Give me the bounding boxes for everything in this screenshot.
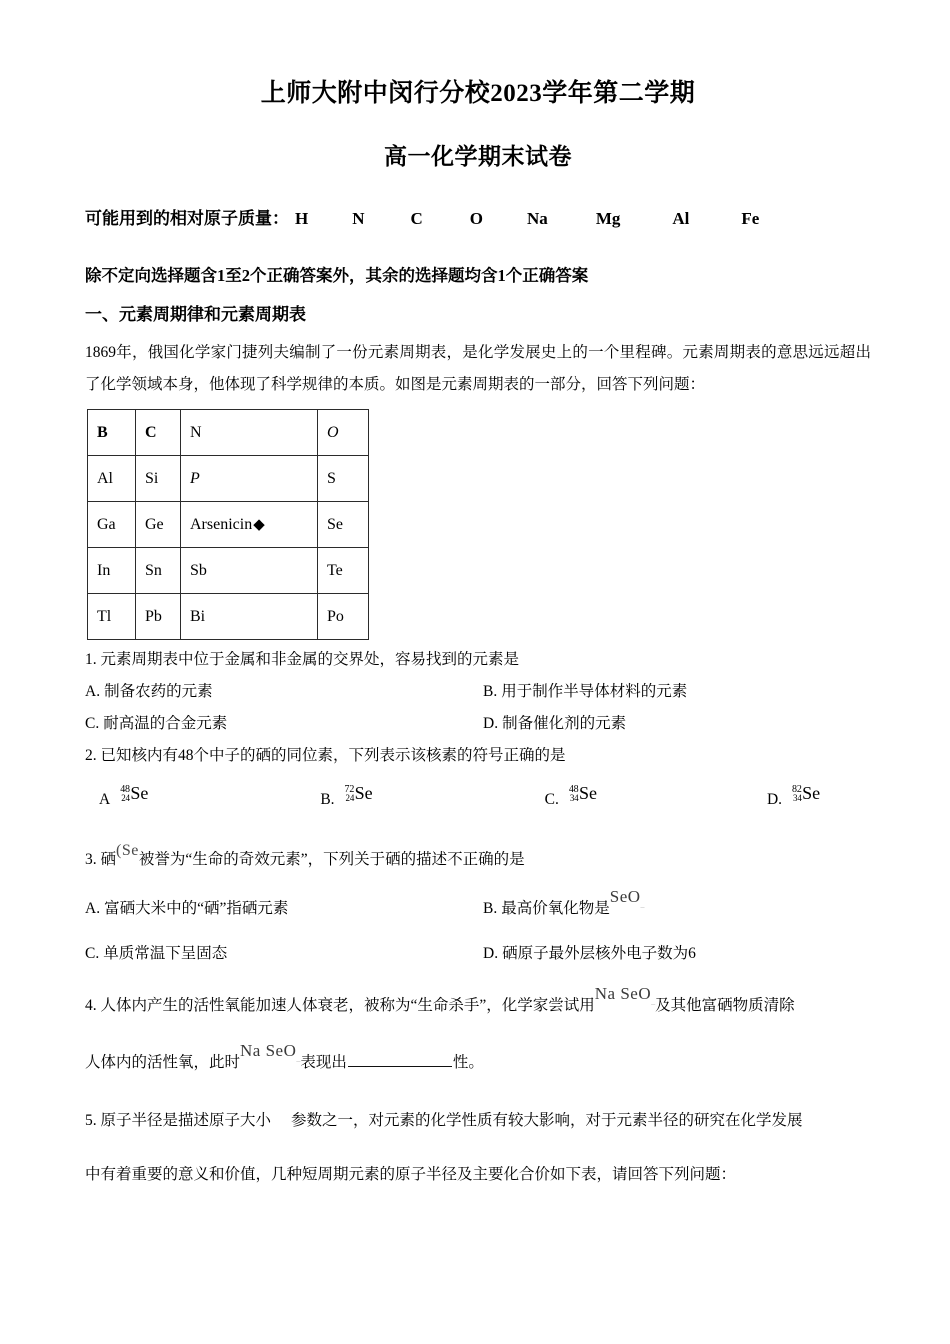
section-intro-paragraph: 1869年，俄国化学家门捷列夫编制了一份元素周期表，是化学发展史上的一个里程碑。元素周期表的意思远远超出了化学领域本身，他体现了科学规律的本质。如图是元素周期表的一部分，回答下列问题： (85, 343, 871, 393)
table-cell (181, 456, 318, 502)
mass-number: 48 (568, 784, 579, 796)
element-symbol: Se (327, 516, 343, 534)
question-3-stem-post: 被誉为“生命的奇效元素”，下列关于硒的描述不正确的是 (138, 851, 525, 869)
option-tag: C. (544, 790, 559, 808)
section-heading: 一、元素周期律和元素周期表 (85, 305, 306, 325)
nuclide-notation (792, 775, 820, 812)
atomic-mass-element: Fe (741, 209, 760, 228)
question-4-line2-mid: 表现出 (300, 1053, 347, 1071)
atomic-mass-label: 可能用到的相对原子质量： (85, 209, 289, 228)
faint-subscript-remnant: _ (640, 900, 645, 910)
option-2a[interactable] (99, 781, 148, 818)
nuclide-notation (569, 775, 597, 812)
option-text: 制备农药的元素 (104, 683, 213, 701)
option-tag: D. (483, 945, 499, 963)
table-cell (318, 548, 369, 594)
table-row (88, 594, 369, 640)
table-cell (181, 594, 318, 640)
option-2d[interactable] (767, 781, 820, 818)
atomic-mass-element: O (469, 209, 484, 228)
option-tag: B. (320, 790, 335, 808)
option-text: 耐高温的合金元素 (103, 714, 228, 732)
atomic-mass-element: H (295, 209, 309, 228)
question-3-options-row-2 (85, 926, 871, 970)
atomic-mass-element: Al (672, 209, 690, 228)
option-tag: A. (85, 683, 101, 701)
question-4-line2-post: 性。 (452, 1053, 484, 1071)
sodium-selenite-formula (595, 977, 655, 1012)
question-3-stem-pre: 3. 硒 (85, 851, 117, 869)
nuclide-notation (345, 775, 373, 812)
question-5-line-2: 中有着重要的意义和价值，几种短周期元素的原子半径及主要化合价如下表，请回答下列问题： (85, 1166, 737, 1184)
element-symbol: S (327, 470, 336, 488)
question-2-options-row (85, 771, 871, 818)
question-4-text-post: 及其他富硒物质清除 (655, 996, 795, 1014)
option-3d[interactable] (483, 938, 696, 970)
option-2c[interactable] (545, 781, 597, 818)
element-symbol: Se (130, 783, 149, 804)
option-text: 制备催化剂的元素 (502, 714, 627, 732)
answer-blank[interactable] (348, 1051, 452, 1067)
element-symbol: Sn (145, 562, 162, 580)
option-tag: C. (85, 714, 100, 732)
option-tag: C. (85, 945, 100, 963)
table-row (88, 502, 369, 548)
table-cell (136, 548, 181, 594)
option-tag: B. (483, 683, 498, 701)
table-row (88, 456, 369, 502)
table-cell (88, 456, 136, 502)
atomic-number: 34 (793, 793, 802, 804)
sodium-selenite-formula (240, 1034, 300, 1069)
question-3-stem (85, 818, 871, 877)
option-text: 硒原子最外层核外电子数为6 (502, 945, 696, 963)
element-symbol: P (190, 470, 200, 488)
atomic-mass-line (85, 172, 871, 229)
option-1a[interactable] (85, 676, 483, 708)
atomic-mass-element: Mg (595, 209, 621, 228)
option-text: 用于制作半导体材料的元素 (501, 683, 688, 701)
atomic-number: 34 (569, 793, 579, 804)
option-tag: A (99, 790, 111, 808)
table-cell (136, 502, 181, 548)
question-1-options-row-1 (85, 676, 871, 708)
option-1c[interactable] (85, 708, 483, 740)
option-2b[interactable] (320, 781, 372, 818)
table-cell (88, 502, 136, 548)
element-symbol: Bi (190, 608, 206, 626)
element-symbol: Sb (190, 562, 207, 580)
nuclide-notation (120, 775, 148, 812)
question-3-paren-fragment: (Se (116, 842, 139, 860)
mass-number: 72 (344, 784, 355, 796)
formula-text: SeO (609, 887, 641, 907)
table-cell (318, 456, 369, 502)
faint-subscript-remnant: _ (296, 1053, 301, 1063)
element-symbol: Se (578, 783, 597, 804)
formula-text: Na SeO (594, 983, 652, 1003)
table-cell (136, 456, 181, 502)
option-3c[interactable] (85, 938, 483, 970)
table-cell (88, 548, 136, 594)
nuclide-numbers (792, 785, 802, 802)
question-1-stem: 1. 元素周期表中位于金属和非金属的交界处，容易找到的元素是 (85, 651, 520, 669)
option-tag: D. (766, 790, 783, 808)
question-5-text-post: 参数之一，对元素的化学性质有较大影响，对于元素半径的研究在化学发展 (291, 1112, 803, 1130)
periodic-table-figure (85, 400, 871, 644)
page-content (85, 0, 871, 1191)
option-1d[interactable] (483, 708, 626, 740)
formula-text: Na SeO (240, 1040, 297, 1060)
element-symbol: B (97, 424, 108, 442)
element-symbol: O (327, 424, 339, 442)
question-5-text-pre: 5. 原子半径是描述原子大小 (85, 1112, 272, 1130)
mass-number: 48 (120, 784, 130, 796)
option-3a[interactable] (85, 893, 483, 925)
element-symbol: N (190, 424, 202, 442)
page-subtitle: 高一化学期末试卷 (384, 144, 572, 170)
element-symbol: In (97, 562, 111, 580)
element-symbol: Po (327, 608, 344, 626)
periodic-table (87, 409, 369, 640)
atomic-number: 24 (345, 793, 355, 804)
page-title: 上师大附中闵行分校2023学年第二学期 (260, 80, 696, 107)
element-symbol: Te (327, 562, 343, 580)
option-3b[interactable] (483, 887, 645, 926)
table-cell (318, 594, 369, 640)
question-4-line-1 (85, 970, 871, 1023)
table-cell (318, 410, 369, 456)
replacement-character-glyph: ◆ (253, 515, 265, 534)
atomic-mass-element: Na (527, 209, 548, 228)
option-text: 最高价氧化物是 (501, 900, 610, 918)
question-4-line-2 (85, 1023, 871, 1080)
atomic-number: 24 (121, 793, 130, 804)
table-cell (181, 502, 318, 548)
question-5-line-1 (85, 1079, 871, 1137)
option-text: 富硒大米中的“硒”指硒元素 (104, 900, 289, 918)
atomic-mass-element: N (352, 209, 365, 228)
element-symbol: Arsenicin (190, 516, 253, 534)
option-1b[interactable] (483, 676, 687, 708)
option-tag: D. (483, 714, 499, 732)
table-cell (88, 410, 136, 456)
element-symbol: Pb (145, 608, 162, 626)
element-symbol: C (145, 424, 157, 442)
table-cell (136, 594, 181, 640)
element-symbol: Al (97, 470, 113, 488)
atomic-mass-element: C (410, 209, 423, 228)
nuclide-numbers (345, 785, 355, 802)
element-symbol: Se (354, 783, 373, 804)
option-tag: A. (85, 900, 101, 918)
faint-subscript-remnant: _ (651, 996, 656, 1006)
table-row (88, 548, 369, 594)
question-2-stem: 2. 已知核内有48个中子的硒的同位素，下列表示该核素的符号正确的是 (85, 746, 566, 764)
element-symbol: Ga (97, 516, 116, 534)
question-4-line2-pre: 人体内的活性氧，此时 (85, 1053, 241, 1071)
nuclide-numbers (569, 785, 579, 802)
exam-instruction: 除不定向选择题含1至2个正确答案外，其余的选择题均含1个正确答案 (85, 266, 589, 285)
option-tag: B. (483, 900, 498, 918)
oxide-formula (610, 880, 645, 915)
table-cell (88, 594, 136, 640)
table-cell (181, 548, 318, 594)
table-cell (136, 410, 181, 456)
question-1-options-row-2 (85, 708, 871, 740)
element-symbol: Si (145, 470, 159, 488)
table-row (88, 410, 369, 456)
nuclide-numbers (120, 785, 130, 802)
table-cell (318, 502, 369, 548)
question-3-options-row-1 (85, 877, 871, 926)
element-symbol: Se (802, 783, 821, 804)
table-cell (181, 410, 318, 456)
option-text: 单质常温下呈固态 (103, 945, 228, 963)
element-symbol: Ge (145, 516, 164, 534)
question-4-text-pre: 4. 人体内产生的活性氧能加速人体衰老，被称为“生命杀手”，化学家尝试用 (85, 996, 595, 1014)
mass-number: 82 (792, 784, 802, 796)
element-symbol: Tl (97, 608, 112, 626)
